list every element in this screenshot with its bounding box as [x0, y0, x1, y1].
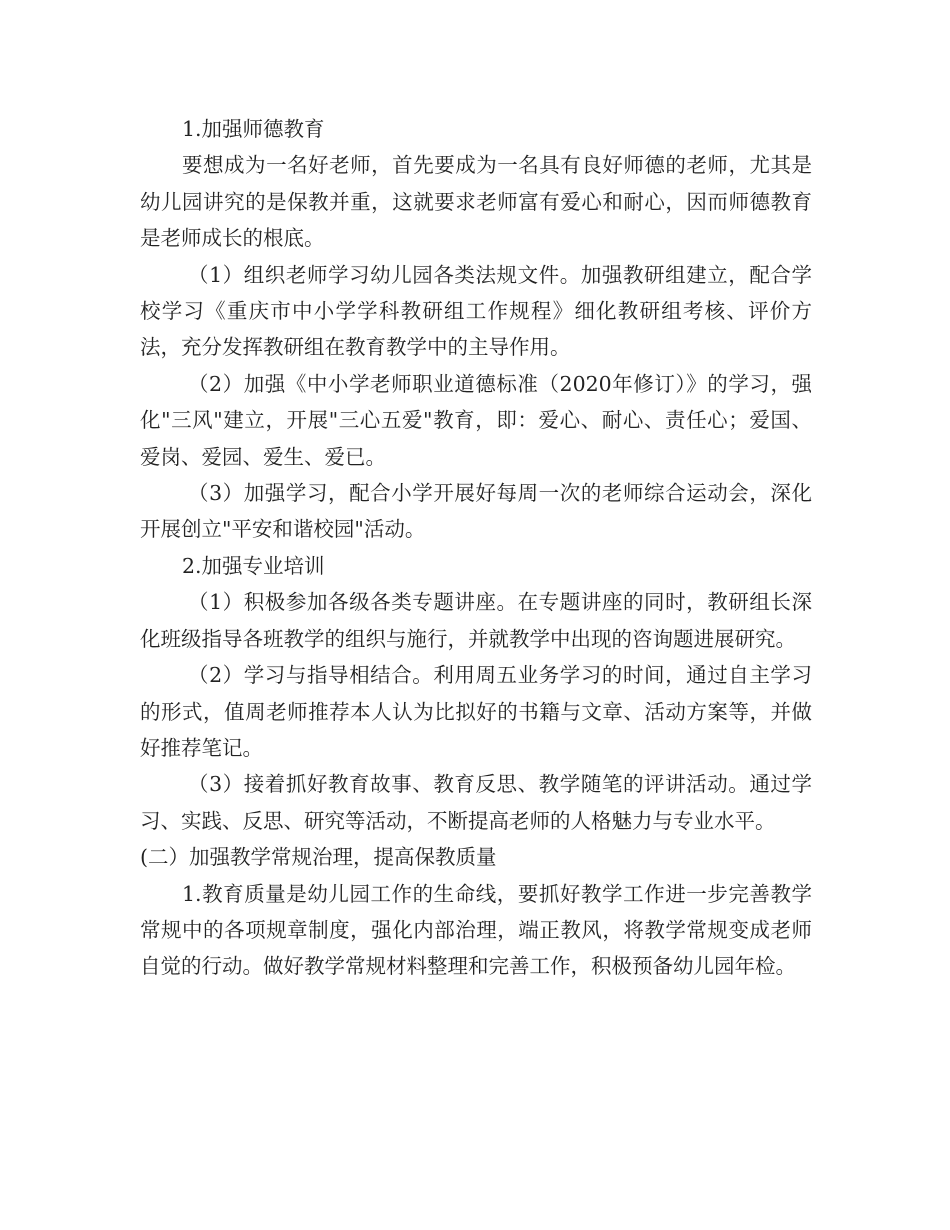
paragraph-ethics-item-3: （3）加强学习，配合小学开展好每周一次的老师综合运动会，深化开展创立"平安和谐校园"活动。 — [140, 481, 812, 542]
document-body — [140, 111, 812, 985]
paragraph-training-item-2: （2）学习与指导相结合。利用周五业务学习的时间，通过自主学习的形式，值周老师推荐本人认为比拟好的书籍与文章、活动方案等，并做好推荐笔记。 — [140, 663, 812, 760]
heading-teaching-routine: (二）加强教学常规治理，提高保教质量 — [140, 845, 497, 870]
heading-professional-training: 2.加强专业培训 — [182, 553, 325, 578]
heading-teacher-ethics: 1.加强师德教育 — [182, 117, 325, 141]
paragraph-training-item-1: （1）积极参加各级各类专题讲座。在专题讲座的同时，教研组长深化班级指导各班教学的组织与施行，并就教学中出现的咨询题进展研究。 — [140, 590, 812, 651]
paragraph-ethics-item-1: （1）组织老师学习幼儿园各类法规文件。加强教研组建立，配合学校学习《重庆市中小学学科教研组工作规程》细化教研组考核、评价方法，充分发挥教研组在教育教学中的主导作用。 — [140, 262, 812, 360]
paragraph-training-item-3: （3）接着抓好教育故事、教育反思、教学随笔的评讲活动。通过学习、实践、反思、研究等活动，不断提高老师的人格魅力与专业水平。 — [140, 772, 812, 833]
paragraph-ethics-intro: 要想成为一名好老师，首先要成为一名具有良好师德的老师，尤其是幼儿园讲究的是保教并重，这就要求老师富有爱心和耐心，因而师德教育是老师成长的根底。 — [140, 153, 812, 251]
paragraph-quality-item-1: 1.教育质量是幼儿园工作的生命线，要抓好教学工作进一步完善教学常规中的各项规章制度，强化内部治理，端正教风，将教学常规变成老师自觉的行动。做好教学常规材料整理和完善工作，积极预备幼儿园年检。 — [140, 881, 812, 979]
paragraph-ethics-item-2: （2）加强《中小学老师职业道德标准（2020年修订）》的学习，强化"三风"建立，开展"三心五爱"教育，即：爱心、耐心、责任心；爱国、爱岗、爱园、爱生、爱已。 — [140, 371, 812, 469]
